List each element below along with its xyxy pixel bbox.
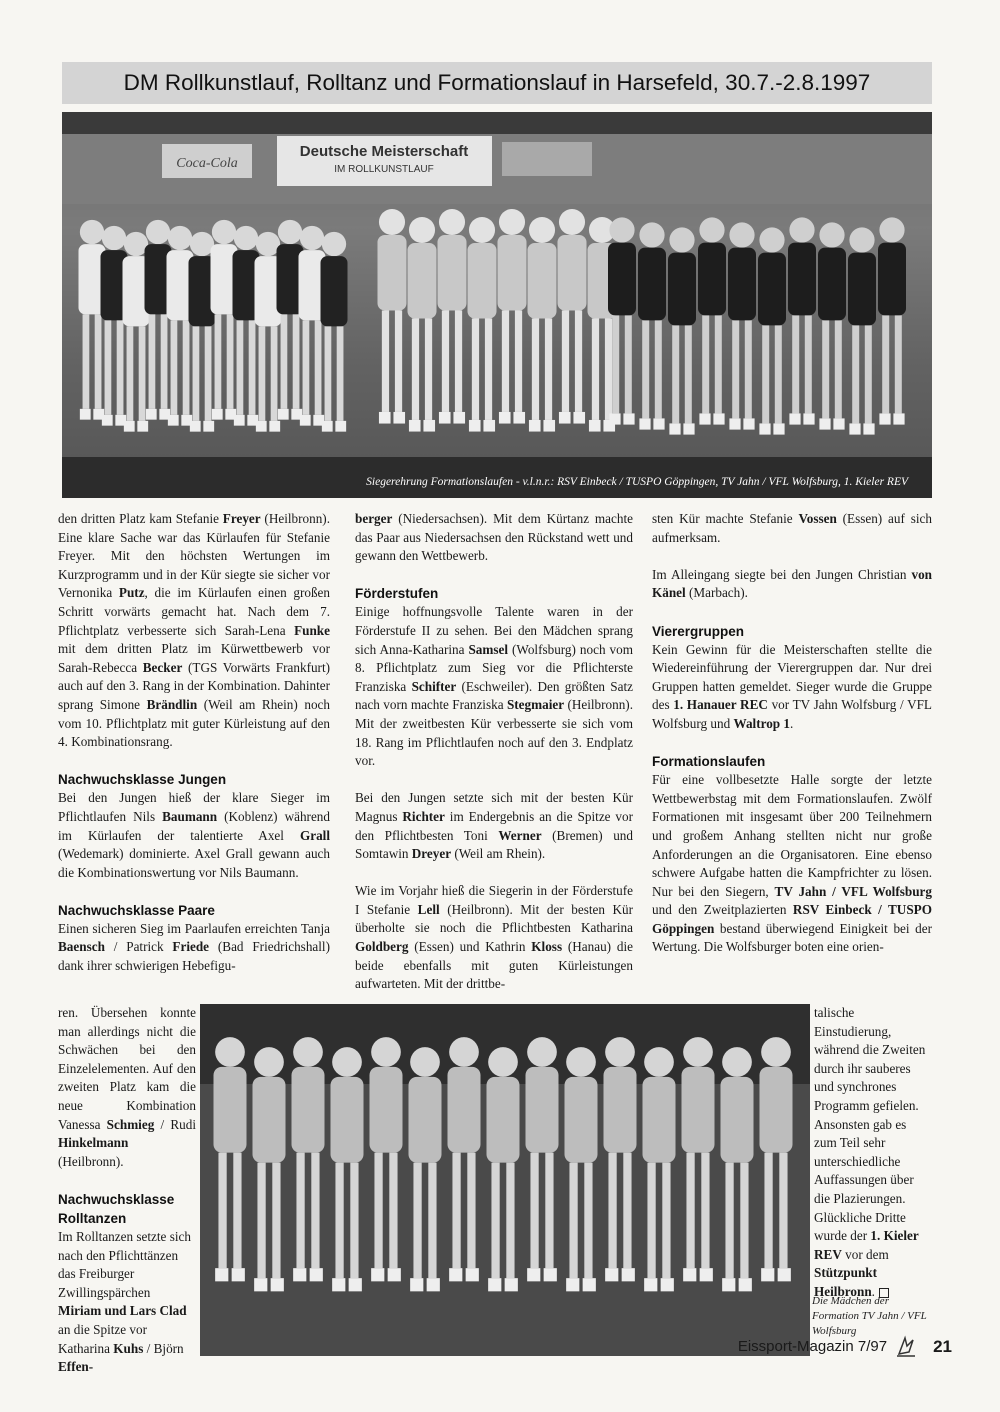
column-1-continued [58,1004,196,1377]
paragraph: sten Kür machte Stefanie Vossen (Essen) auf sich aufmerksam. [652,511,932,545]
paragraph: ren. Übersehen konnte man allerdings nicht die Schwächen bei den Einzelelementen. Auf den zweiten Platz kam die neue Kombination Vanessa Schmieg / Rudi Hinkelmann (Heilbronn). [58,1005,196,1169]
skater-logo-icon [893,1334,919,1360]
paragraph: Im Rolltanzen setzte sich nach den Pflichttänzen das Freiburger Zwillingspärchen Miriam und Lars Clad an die Spitze vor Katharina Kuhs / Björn Effen- [58,1228,191,1375]
section-heading: Vierergruppen [652,623,745,639]
bold-name: Lell [417,901,440,917]
bold-name: Miriam und Lars Clad [58,1303,187,1319]
paragraph: Bei den Jungen hieß der klare Sieger im Pflichtlaufen Nils Baumann (Koblenz) während im Kürlaufen der talentierte Axel Grall (Wedemark) dominierte. Axel Grall gewann auch die Kombinationswertung vor Nils Baumann. [58,790,330,880]
ceremony-photo-scene [62,112,932,498]
paragraph-text: talische Einstudierung, während die Zweiten durch ihr sauberes und synchrones Programm gefielen. Ansonsten gab es zum Teil sehr unterschiedliche Auffassungen über die Plazierungen. Glückliche Dritte wurde der 1. Kieler REV vor dem Stützpunkt Heilbronn. [814,1005,926,1299]
bold-name: Kuhs [113,1340,144,1356]
photo-caption-2: Die Mädchen der Formation TV Jahn / VFL Wolfsburg [812,1295,927,1337]
bold-name: Putz [118,585,145,601]
bold-name: Dreyer [411,846,452,862]
bold-name: Hinkelmann [58,1135,129,1151]
paragraph: Einen sicheren Sieg im Paarlaufen erreichten Tanja Baensch / Patrick Friede (Bad Friedrichshall) dank ihrer schwierigen Hebefigu- [58,920,330,974]
bold-name: Richter [402,808,445,824]
bold-name: Friede [172,939,210,955]
bold-name: Grall [299,827,330,843]
bold-name: Becker [142,659,183,675]
bold-name: von Känel [652,566,932,601]
bold-name: TV Jahn / VFL Wolfsburg [774,883,932,899]
page-footer [738,1334,952,1360]
page-number: 21 [933,1337,952,1356]
bold-name: Goldberg [355,939,409,955]
bold-name: RSV Einbeck / TUSPO Göppingen [652,902,932,936]
bold-name: Effen- [58,1359,94,1375]
bold-name: Stützpunkt Heilbronn [814,1265,878,1299]
bold-name: Schifter [411,678,457,694]
paragraph: Bei den Jungen setzte sich mit der besten Kür Magnus Richter im Endergebnis an die Spitze vor den Pflichtbesten Toni Werner (Bremen) und Somtawin Dreyer (Weil am Rhein). [355,790,634,862]
column-1 [58,510,330,976]
photo-caption-1: Siegerehrung Formationslaufen - v.l.n.r.: RSV Einbeck / TUSPO Göppingen, TV Jahn / VFL Wolfsburg, 1. Kieler REV [366,476,908,488]
banner-text: Deutsche Meisterschaft [299,143,469,160]
paragraph: berger (Niedersachsen). Mit dem Kürtanz machte das Paar aus Niedersachsen den Rückstand wett und gewann den Wettbewerb. [355,511,633,564]
column-3-continued [814,1004,932,1302]
paragraph: Im Alleingang siegte bei den Jungen Christian von Känel (Marbach). [652,566,932,601]
paragraph: Wie im Vorjahr hieß die Siegerin in der Förderstufe I Stefanie Lell (Heilbronn). Mit der besten Kür überholte sie noch die Pflichtbesten Katharina Goldberg (Essen) und Kathrin Kloss (Hanau) die beide ebenfalls mit guten Kürleistungen aufwarteten. Mit der drittbe- [355,883,633,992]
bold-name: Funke [294,622,330,638]
bold-name: Werner [498,827,542,843]
bold-name: 1. Kieler REV [814,1228,919,1262]
ceremony-photo [62,112,932,498]
column-2 [355,510,633,994]
formation-photo [200,1004,810,1356]
bold-name: Vossen [798,511,837,526]
bold-name: Schmieg [106,1116,155,1132]
bold-name: Brändlin [146,696,198,712]
paragraph: den dritten Platz kam Stefanie Freyer (Heilbronn). Eine klare Sache war das Kürlaufen für Stefanie Freyer. Mit den höchsten Wertungen im Kurzprogramm und in der Kür siegte sie sicher vor Vernonika Putz, die im Kürlaufen einen großen Schritt vorwärts gemacht hat. Nach dem 7. Pflichtplatz verbesserte sich Sarah-Lena Funke mit dem dritten Platz im Kürwettbewerb vor Sarah-Rebecca Becker (TGS Vorwärts Frankfurt) auch auf den 3. Rang in der Kombination. Dahinter sprang Simone Brändlin (Weil am Rhein) noch vom 10. Pflichtplatz mit guter Kürleistung auf den 4. Kombinationsrang. [58,511,331,750]
section-heading: Nachwuchsklasse Paare [58,902,215,918]
banner-sub-text: IM ROLLKUNSTLAUF [334,164,434,175]
bold-name: Baensch [58,939,105,955]
paragraph: Einige hoffnungsvolle Talente waren in der Förderstufe II zu sehen. Bei den Mädchen sprang sich Anna-Katharina Samsel (Wolfsburg) noch vom 8. Pflichtplatz zum Sieg vor die Pflichterste Franziska Schifter (Eschweiler). Den größten Satz nach vorn machte Franziska Stegmaier (Heilbronn). Mit der zweitbesten Kür verbesserte sie sich vom 18. Rang im Pflichtlaufen noch auf den 3. Endplatz vor. [355,604,633,769]
paragraph [814,1004,932,1302]
bold-name: Kloss [531,939,563,955]
bold-name: Waltrop 1 [733,715,791,731]
bold-name: Baumann [162,808,218,824]
bold-name: Samsel [468,641,509,657]
bold-name: berger [355,511,393,526]
formation-photo-scene [200,1004,810,1356]
bold-name: Stegmaier [506,697,565,713]
sponsor-text: Coca-Cola [176,156,238,171]
paragraph: Kein Gewinn für die Meisterschaften stellte die Wiedereinführung der Vierergruppen dar. Nur drei Gruppen hatten gemeldet. Sieger wurde die Gruppe des 1. Hanauer REC vor TV Jahn Wolfsburg / VFL Wolfsburg und Waltrop 1. [652,641,932,731]
magazine-name: Eissport-Magazin 7/97 [737,1338,888,1355]
column-3 [652,510,932,957]
bold-name: 1. Hanauer REC [673,697,768,713]
bold-name: Freyer [222,511,261,526]
section-heading: Nachwuchsklasse Rolltanzen [58,1191,175,1226]
article-title: DM Rollkunstlauf, Rolltanz und Formationslauf in Harsefeld, 30.7.-2.8.1997 [62,62,932,104]
section-heading: Förderstufen [355,586,439,602]
section-heading: Nachwuchsklasse Jungen [58,772,227,788]
paragraph: Für eine vollbesetzte Halle sorgte der letzte Wettbewerbstag mit dem Formationslaufen. Zwölf Formationen mit insgesamt über 200 Teilnehmern und großem Anhang stellten nicht nur große Anforderungen an die Organisatoren. Eine ebenso schwere Aufgabe hatten die Kampfrichter zu lösen. Nur bei den Siegern, TV Jahn / VFL Wolfsburg und den Zweitplazierten RSV Einbeck / TUSPO Göppingen bestand überwiegend Einigkeit bei der Wertung. Die Wolfsburger boten eine orien- [652,772,932,955]
section-heading: Formationslaufen [652,754,766,770]
